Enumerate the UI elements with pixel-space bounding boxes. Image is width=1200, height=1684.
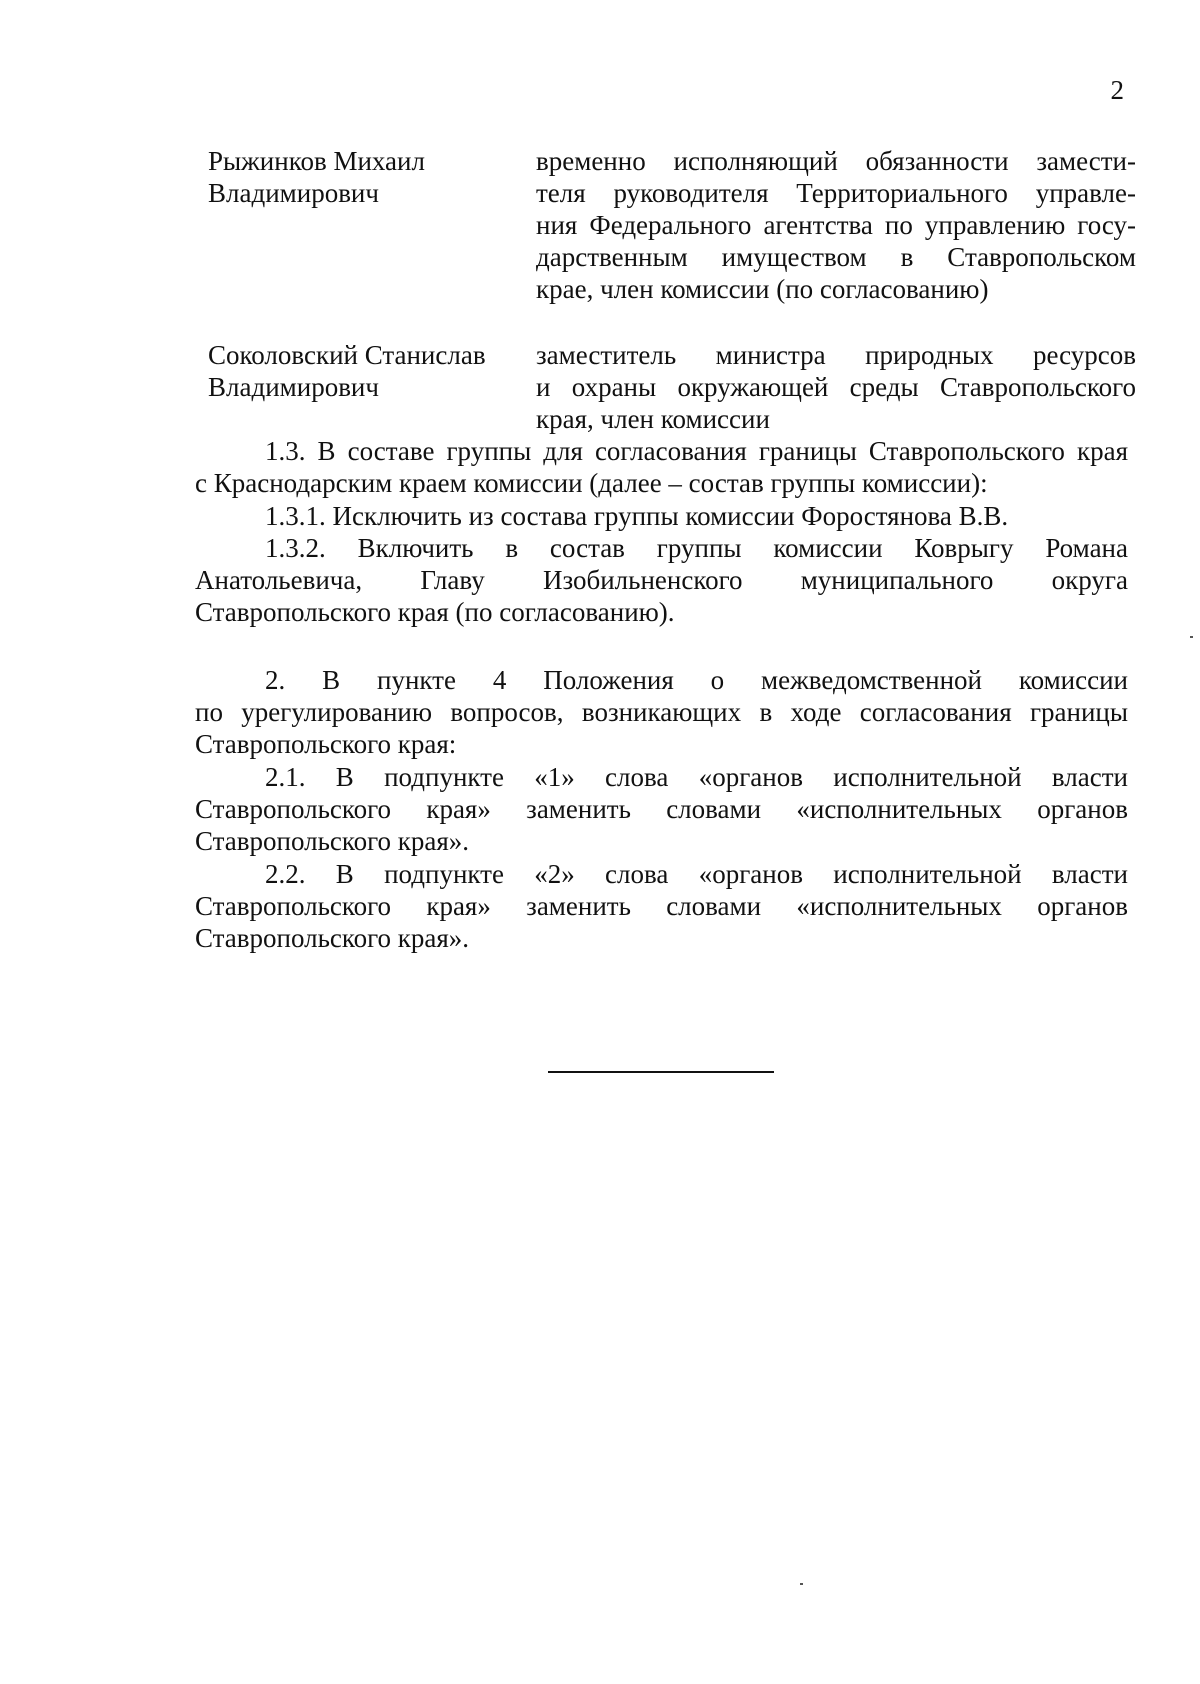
- member-role-line: временно исполняющий обязанности замести-: [536, 146, 1136, 176]
- member-name-line: Владимирович: [208, 372, 379, 402]
- member-role-line: теля руководителя Территориального управле-: [536, 178, 1136, 208]
- member-name: [208, 145, 528, 209]
- paragraph-line: 1.3.2. Включить в состав группы комиссии Коврыгу Романа: [265, 533, 1128, 563]
- paragraph-line: Ставропольского края:: [195, 729, 457, 759]
- member-name-line: Владимирович: [208, 178, 379, 208]
- member-role-line: крае, член комиссии (по согласованию): [536, 274, 989, 304]
- paragraph-line: Ставропольского края (по согласованию).: [195, 597, 675, 627]
- member-name-line: Рыжинков Михаил: [208, 146, 425, 176]
- end-divider-line: [548, 1071, 774, 1073]
- paragraph-line: Ставропольского края» заменить словами «исполнительных органов: [195, 891, 1128, 921]
- paragraph-line: 2.1. В подпункте «1» слова «органов исполнительной власти: [265, 762, 1128, 792]
- member-role-line: ния Федерального агентства по управлению госу-: [536, 210, 1136, 240]
- member-role-line: дарственным имуществом в Ставропольском: [536, 242, 1136, 272]
- paragraph-1-3-2: [195, 532, 1128, 628]
- paragraph-line: Ставропольского края».: [195, 923, 470, 953]
- member-role: [536, 339, 1136, 435]
- paragraph-line: Ставропольского края».: [195, 826, 470, 856]
- member-role-line: и охраны окружающей среды Ставропольского: [536, 372, 1136, 402]
- paragraph-1-3: [195, 435, 1128, 499]
- member-role-line: заместитель министра природных ресурсов: [536, 340, 1136, 370]
- member-name: [208, 339, 528, 403]
- member-role-line: края, член комиссии: [536, 404, 770, 434]
- member-role: [536, 145, 1136, 305]
- paragraph-line: Анатольевича, Главу Изобильненского муниципального округа: [195, 565, 1128, 595]
- paragraph-line: Ставропольского края» заменить словами «исполнительных органов: [195, 794, 1128, 824]
- paragraph-1-3-1: [195, 500, 1128, 532]
- paragraph-line: 1.3. В составе группы для согласования границы Ставропольского края: [265, 436, 1128, 466]
- paragraph-line: 2.2. В подпункте «2» слова «органов исполнительной власти: [265, 859, 1128, 889]
- member-name-line: Соколовский Станислав: [208, 340, 486, 370]
- paragraph-line: по урегулированию вопросов, возникающих в ходе согласования границы: [195, 697, 1128, 727]
- page-number: 2: [1110, 75, 1124, 105]
- paragraph-2-1: [195, 761, 1128, 857]
- paragraph-line: 2. В пункте 4 Положения о межведомственной комиссии: [265, 665, 1128, 695]
- paragraph-2-2: [195, 858, 1128, 954]
- paragraph-line: 1.3.1. Исключить из состава группы комиссии Форостянова В.В.: [265, 501, 1009, 531]
- scan-artifact: [800, 1583, 803, 1585]
- scan-artifact: [1190, 636, 1193, 638]
- paragraph-line: с Краснодарским краем комиссии (далее – состав группы комиссии):: [195, 468, 988, 498]
- paragraph-2: [195, 664, 1128, 760]
